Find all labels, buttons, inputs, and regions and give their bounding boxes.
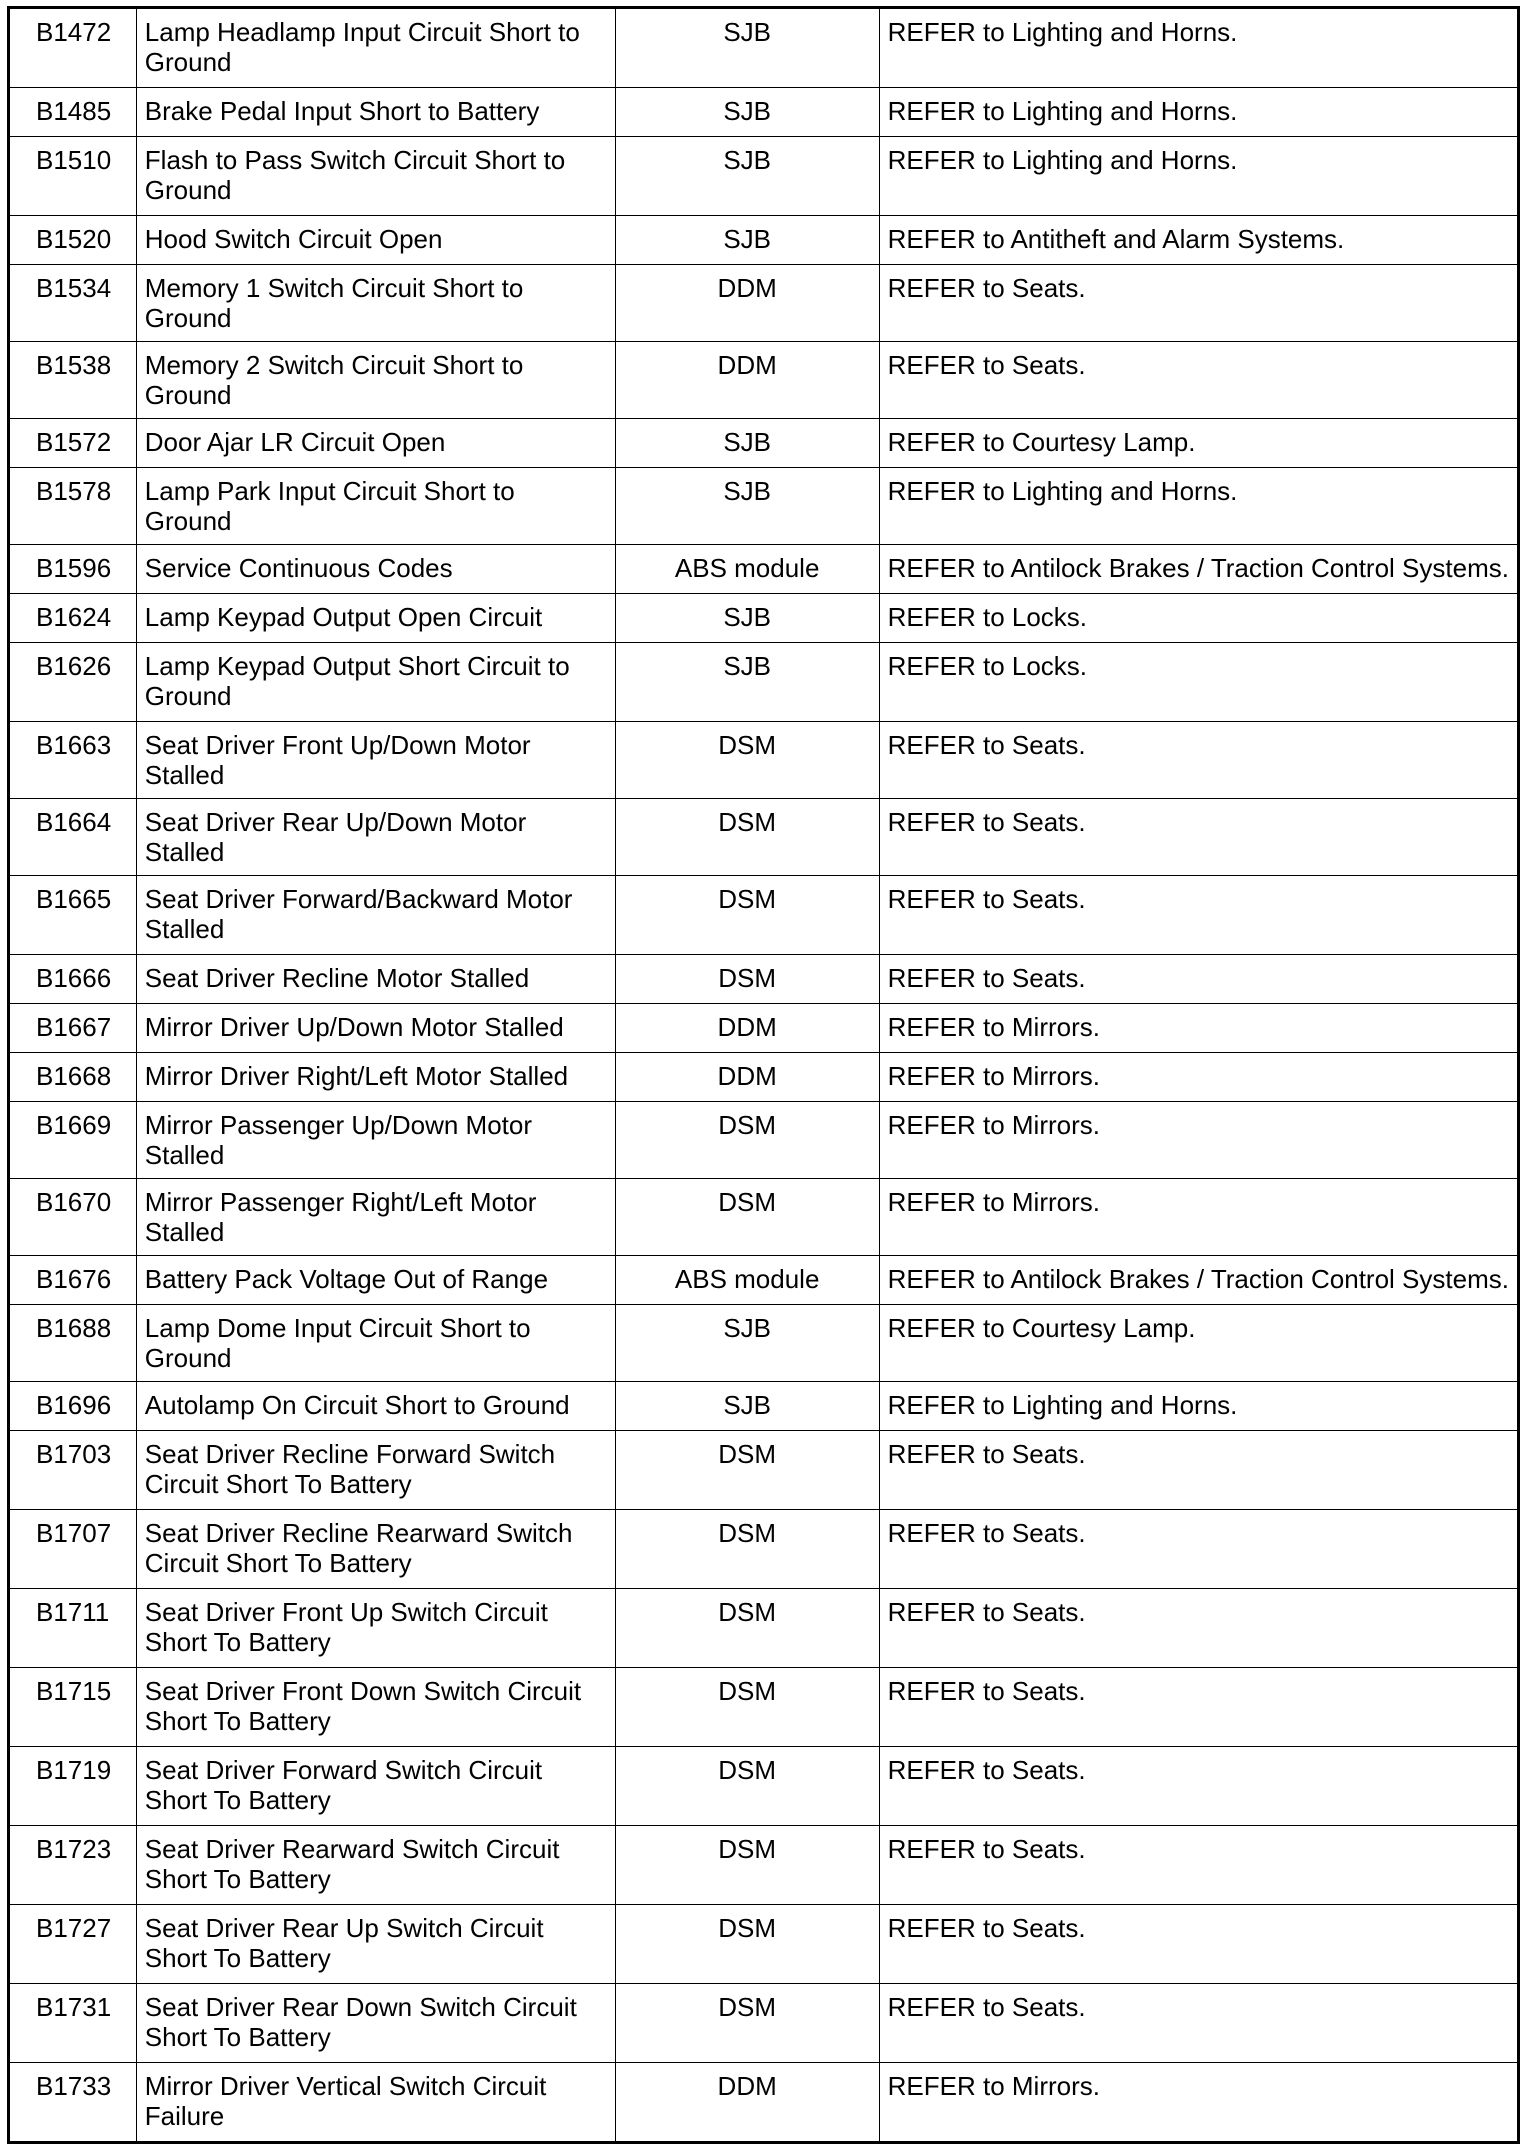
dtc-description-cell: Seat Driver Rear Up/Down Motor Stalled [136,799,615,876]
dtc-action-cell: REFER to Courtesy Lamp. [879,1305,1518,1382]
dtc-code-cell: B1534 [9,265,137,342]
dtc-code-cell: B1626 [9,643,137,722]
dtc-code-cell: B1711 [9,1589,137,1668]
dtc-code-cell: B1688 [9,1305,137,1382]
dtc-code-cell: B1715 [9,1668,137,1747]
dtc-code-cell: B1703 [9,1431,137,1510]
dtc-module-cell: DSM [615,1668,879,1747]
dtc-description-cell: Seat Driver Forward/Backward Motor Stalled [136,876,615,955]
dtc-module-cell: DSM [615,722,879,799]
dtc-module-cell: SJB [615,419,879,468]
dtc-action-cell: REFER to Seats. [879,876,1518,955]
dtc-description-cell: Seat Driver Recline Rearward Switch Circuit Short To Battery [136,1510,615,1589]
dtc-action-cell: REFER to Seats. [879,1668,1518,1747]
dtc-description-cell: Seat Driver Rearward Switch Circuit Short To Battery [136,1826,615,1905]
dtc-action-cell: REFER to Seats. [879,1984,1518,2063]
dtc-code-cell: B1520 [9,216,137,265]
dtc-module-cell: DSM [615,1826,879,1905]
dtc-module-cell: SJB [615,643,879,722]
dtc-action-cell: REFER to Seats. [879,1905,1518,1984]
dtc-code-cell: B1572 [9,419,137,468]
dtc-action-cell: REFER to Mirrors. [879,1004,1518,1053]
dtc-action-cell: REFER to Seats. [879,1747,1518,1826]
dtc-description-cell: Mirror Driver Right/Left Motor Stalled [136,1053,615,1102]
dtc-module-cell: DDM [615,1004,879,1053]
dtc-action-cell: REFER to Seats. [879,799,1518,876]
dtc-code-cell: B1669 [9,1102,137,1179]
dtc-module-cell: DSM [615,799,879,876]
table-row [9,876,1519,955]
dtc-description-cell: Mirror Passenger Right/Left Motor Stalled [136,1179,615,1256]
dtc-action-cell: REFER to Lighting and Horns. [879,137,1518,216]
table-row [9,1747,1519,1826]
dtc-description-cell: Seat Driver Recline Forward Switch Circuit Short To Battery [136,1431,615,1510]
table-row [9,419,1519,468]
dtc-module-cell: SJB [615,8,879,88]
table-row [9,2063,1519,2143]
table-row [9,1510,1519,1589]
dtc-code-cell: B1624 [9,594,137,643]
dtc-module-cell: DSM [615,955,879,1004]
dtc-module-cell: DSM [615,1905,879,1984]
dtc-action-cell: REFER to Locks. [879,643,1518,722]
dtc-action-cell: REFER to Lighting and Horns. [879,88,1518,137]
table-row [9,1102,1519,1179]
table-row [9,265,1519,342]
table-row [9,342,1519,419]
dtc-description-cell: Lamp Dome Input Circuit Short to Ground [136,1305,615,1382]
dtc-module-cell: DSM [615,1102,879,1179]
dtc-code-cell: B1666 [9,955,137,1004]
dtc-description-cell: Mirror Driver Up/Down Motor Stalled [136,1004,615,1053]
dtc-action-cell: REFER to Antilock Brakes / Traction Control Systems. [879,545,1518,594]
dtc-code-cell: B1596 [9,545,137,594]
dtc-code-cell: B1485 [9,88,137,137]
dtc-action-cell: REFER to Lighting and Horns. [879,8,1518,88]
dtc-action-cell: REFER to Lighting and Horns. [879,468,1518,545]
dtc-description-cell: Memory 2 Switch Circuit Short to Ground [136,342,615,419]
dtc-module-cell: DSM [615,1431,879,1510]
dtc-description-cell: Mirror Driver Vertical Switch Circuit Failure [136,2063,615,2143]
dtc-code-cell: B1667 [9,1004,137,1053]
dtc-module-cell: DSM [615,876,879,955]
dtc-module-cell: DDM [615,1053,879,1102]
dtc-code-cell: B1665 [9,876,137,955]
dtc-action-cell: REFER to Locks. [879,594,1518,643]
dtc-code-cell: B1668 [9,1053,137,1102]
dtc-module-cell: DDM [615,342,879,419]
dtc-action-cell: REFER to Seats. [879,342,1518,419]
dtc-code-cell: B1733 [9,2063,137,2143]
dtc-code-cell: B1538 [9,342,137,419]
table-row [9,137,1519,216]
dtc-module-cell: DSM [615,1747,879,1826]
dtc-code-cell: B1472 [9,8,137,88]
dtc-module-cell: SJB [615,594,879,643]
dtc-description-cell: Memory 1 Switch Circuit Short to Ground [136,265,615,342]
dtc-action-cell: REFER to Seats. [879,1589,1518,1668]
dtc-description-cell: Seat Driver Rear Down Switch Circuit Short To Battery [136,1984,615,2063]
dtc-code-cell: B1719 [9,1747,137,1826]
dtc-action-cell: REFER to Seats. [879,1510,1518,1589]
table-row [9,643,1519,722]
dtc-action-cell: REFER to Mirrors. [879,1179,1518,1256]
dtc-code-cell: B1663 [9,722,137,799]
dtc-action-cell: REFER to Mirrors. [879,2063,1518,2143]
dtc-table [7,6,1520,2144]
table-row [9,1179,1519,1256]
table-row [9,1826,1519,1905]
table-row [9,1431,1519,1510]
table-row [9,88,1519,137]
dtc-description-cell: Brake Pedal Input Short to Battery [136,88,615,137]
dtc-module-cell: ABS module [615,1256,879,1305]
dtc-code-cell: B1727 [9,1905,137,1984]
table-row [9,1984,1519,2063]
dtc-code-cell: B1664 [9,799,137,876]
table-row [9,468,1519,545]
dtc-description-cell: Autolamp On Circuit Short to Ground [136,1382,615,1431]
dtc-description-cell: Service Continuous Codes [136,545,615,594]
dtc-module-cell: SJB [615,216,879,265]
table-row [9,1668,1519,1747]
dtc-module-cell: SJB [615,1305,879,1382]
dtc-description-cell: Lamp Keypad Output Open Circuit [136,594,615,643]
dtc-module-cell: DSM [615,1589,879,1668]
table-row [9,1256,1519,1305]
table-row [9,8,1519,88]
dtc-code-cell: B1578 [9,468,137,545]
dtc-module-cell: SJB [615,468,879,545]
dtc-module-cell: ABS module [615,545,879,594]
table-row [9,799,1519,876]
dtc-description-cell: Seat Driver Forward Switch Circuit Short To Battery [136,1747,615,1826]
table-row [9,722,1519,799]
dtc-module-cell: DSM [615,1179,879,1256]
dtc-action-cell: REFER to Seats. [879,955,1518,1004]
dtc-description-cell: Seat Driver Rear Up Switch Circuit Short To Battery [136,1905,615,1984]
dtc-module-cell: SJB [615,88,879,137]
table-row [9,1905,1519,1984]
dtc-description-cell: Seat Driver Front Down Switch Circuit Short To Battery [136,1668,615,1747]
dtc-action-cell: REFER to Mirrors. [879,1102,1518,1179]
dtc-code-cell: B1731 [9,1984,137,2063]
table-row [9,955,1519,1004]
dtc-code-cell: B1670 [9,1179,137,1256]
dtc-action-cell: REFER to Seats. [879,265,1518,342]
dtc-code-cell: B1707 [9,1510,137,1589]
dtc-description-cell: Mirror Passenger Up/Down Motor Stalled [136,1102,615,1179]
dtc-description-cell: Flash to Pass Switch Circuit Short to Ground [136,137,615,216]
dtc-action-cell: REFER to Lighting and Horns. [879,1382,1518,1431]
table-row [9,594,1519,643]
table-row [9,1382,1519,1431]
dtc-description-cell: Seat Driver Recline Motor Stalled [136,955,615,1004]
dtc-action-cell: REFER to Mirrors. [879,1053,1518,1102]
dtc-description-cell: Battery Pack Voltage Out of Range [136,1256,615,1305]
dtc-code-cell: B1676 [9,1256,137,1305]
dtc-module-cell: DDM [615,2063,879,2143]
table-row [9,1004,1519,1053]
dtc-description-cell: Hood Switch Circuit Open [136,216,615,265]
dtc-module-cell: SJB [615,1382,879,1431]
dtc-action-cell: REFER to Seats. [879,722,1518,799]
dtc-module-cell: DSM [615,1984,879,2063]
dtc-description-cell: Lamp Headlamp Input Circuit Short to Ground [136,8,615,88]
dtc-module-cell: SJB [615,137,879,216]
dtc-table-body [9,8,1519,2143]
dtc-description-cell: Seat Driver Front Up/Down Motor Stalled [136,722,615,799]
table-row [9,1305,1519,1382]
dtc-code-cell: B1723 [9,1826,137,1905]
dtc-code-cell: B1696 [9,1382,137,1431]
dtc-action-cell: REFER to Seats. [879,1431,1518,1510]
table-row [9,1589,1519,1668]
dtc-code-cell: B1510 [9,137,137,216]
dtc-module-cell: DSM [615,1510,879,1589]
table-row [9,545,1519,594]
dtc-action-cell: REFER to Courtesy Lamp. [879,419,1518,468]
dtc-action-cell: REFER to Antilock Brakes / Traction Control Systems. [879,1256,1518,1305]
dtc-action-cell: REFER to Antitheft and Alarm Systems. [879,216,1518,265]
dtc-description-cell: Lamp Keypad Output Short Circuit to Ground [136,643,615,722]
dtc-description-cell: Seat Driver Front Up Switch Circuit Short To Battery [136,1589,615,1668]
table-row [9,216,1519,265]
dtc-action-cell: REFER to Seats. [879,1826,1518,1905]
dtc-description-cell: Lamp Park Input Circuit Short to Ground [136,468,615,545]
table-row [9,1053,1519,1102]
dtc-module-cell: DDM [615,265,879,342]
dtc-description-cell: Door Ajar LR Circuit Open [136,419,615,468]
